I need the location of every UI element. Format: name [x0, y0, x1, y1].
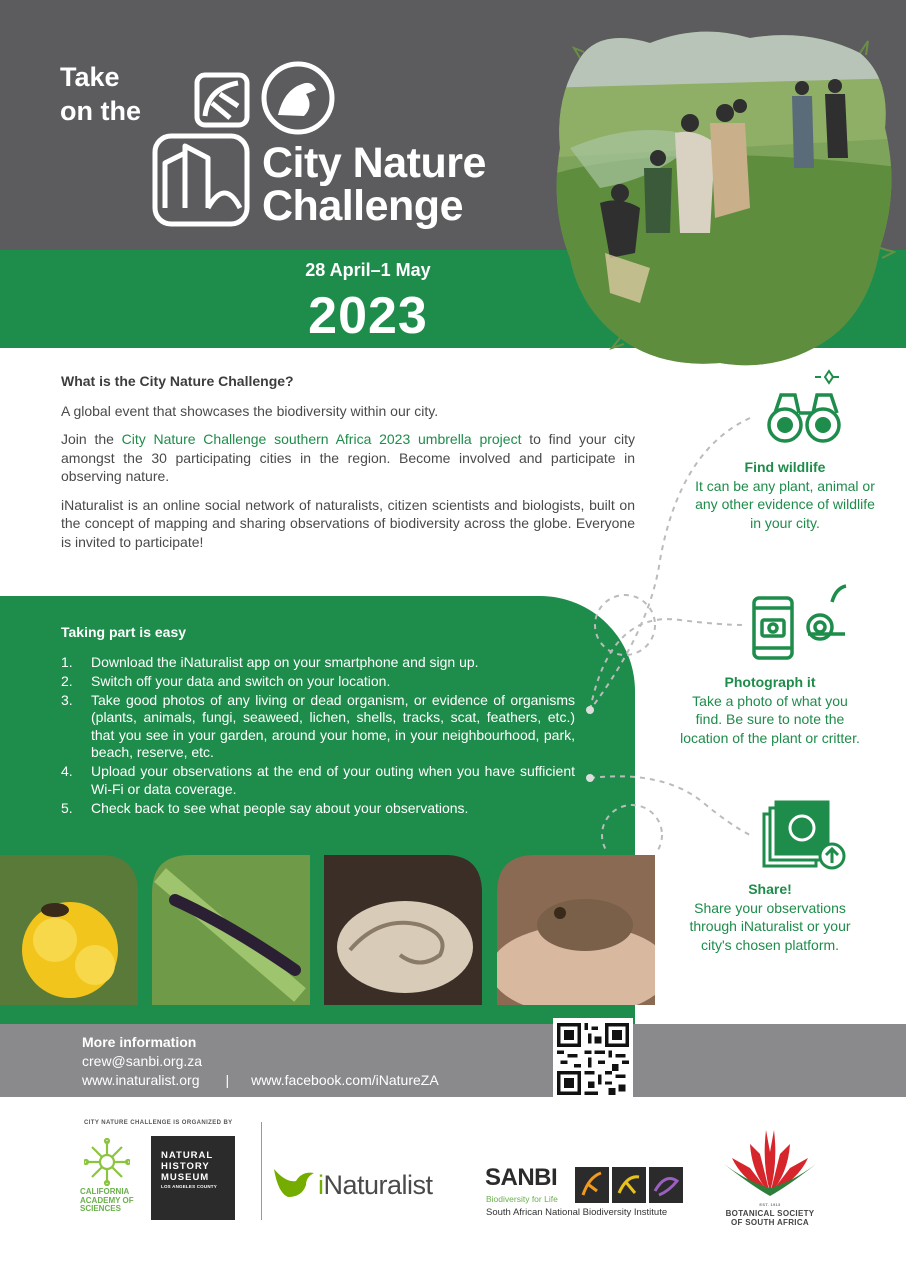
page-title: City Nature Challenge	[262, 139, 486, 230]
share-heading: Share!	[748, 881, 792, 897]
snail-shell-photo	[324, 855, 482, 1005]
phone-camera-icon	[750, 582, 850, 662]
caterpillar-photo	[152, 855, 310, 1005]
inaturalist-website-link[interactable]: www.inaturalist.org	[82, 1072, 200, 1088]
flower-with-fly-photo	[0, 855, 138, 1005]
list-item: 4. Upload your observations at the end of your outing when you have sufficient Wi-Fi or data coverage.	[61, 763, 575, 797]
share-text: Share your observations through iNaturalist or your city's chosen platform.	[689, 899, 851, 953]
umbrella-project-link[interactable]: City Nature Challenge southern Africa 2023 umbrella project	[121, 431, 522, 447]
find-wildlife-text: It can be any plant, animal or any other evidence of wildlife in your city.	[695, 477, 875, 531]
steps-list	[61, 654, 575, 818]
photograph-it-text: Take a photo of what you find. Be sure to note the location of the plant or critter.	[680, 692, 860, 746]
sanbi-full-name: South African National Biodiversity Institute	[486, 1207, 668, 1218]
inaturalist-bird-logo-icon	[272, 1165, 316, 1201]
share-upload-icon	[760, 800, 850, 872]
sanbi-emblems-icon	[575, 1167, 685, 1203]
natural-history-museum-logo: NATURAL HISTORY MUSEUM LOS ANGELES COUNTY	[151, 1136, 235, 1220]
organized-by-label: CITY NATURE CHALLENGE IS ORGANIZED BY	[84, 1120, 233, 1126]
more-information	[82, 1033, 439, 1090]
qr-code-icon	[557, 1022, 629, 1096]
footer-divider	[261, 1122, 262, 1220]
dashed-connector-decoration	[580, 410, 760, 850]
take-on-the-text: Take on the	[60, 62, 141, 126]
intro-paragraph-3: iNaturalist is an online social network of naturalists, citizen scientists and biologists, built on the concept of mapping and sharing observations of biodiversity across the globe. Everyone is invited to participate!	[61, 496, 635, 550]
steps-section	[61, 624, 575, 819]
intro-section	[61, 372, 635, 561]
qr-code[interactable]	[553, 1018, 633, 1100]
event-year: 2023	[308, 287, 428, 345]
link-separator: |	[225, 1072, 230, 1088]
list-item: 3. Take good photos of any living or dead organism, or evidence of organisms (plants, animals, fungi, seaweed, lichen, shells, tracks, scat, feathers, etc.) that you see in your garden, around your home, in your neighbourhood, park, beach, reserve, etc.	[61, 691, 575, 760]
intro-paragraph-2: Join the City Nature Challenge southern Africa 2023 umbrella project to find your city amongst the 30 participating cities in the region. Become involved and participate in observing nature.	[61, 431, 635, 484]
binoculars-icon	[765, 365, 847, 447]
nature-photos-row	[0, 855, 660, 1005]
city-nature-challenge-logo-icon	[150, 58, 260, 228]
bird-icon	[260, 60, 336, 136]
event-dates: 28 April–1 May	[305, 260, 431, 280]
protea-flower-logo-icon	[722, 1124, 818, 1198]
find-wildlife-heading: Find wildlife	[744, 459, 826, 475]
list-item: 1. Download the iNaturalist app on your smartphone and sign up.	[61, 653, 479, 670]
intro-heading: What is the City Nature Challenge?	[61, 373, 294, 389]
california-academy-of-sciences-logo-icon	[84, 1138, 130, 1186]
contact-email[interactable]: crew@sanbi.org.za	[82, 1053, 203, 1069]
sanbi-logo: SANBI	[485, 1164, 558, 1191]
california-academy-of-sciences-logo: CALIFORNIA ACADEMY OF SCIENCES	[80, 1187, 134, 1213]
inaturalist-logo: iNaturalist	[318, 1170, 433, 1200]
more-info-heading: More information	[82, 1034, 197, 1050]
facebook-link[interactable]: www.facebook.com/iNatureZA	[251, 1072, 439, 1088]
steps-heading: Taking part is easy	[61, 624, 187, 640]
frog-on-hand-photo	[490, 855, 660, 1005]
sanbi-tagline: Biodiversity for Life	[486, 1194, 558, 1204]
share-block	[680, 880, 860, 954]
photograph-it-heading: Photograph it	[724, 674, 816, 690]
list-item: 2. Switch off your data and switch on your location.	[61, 672, 391, 689]
botanical-society-logo: EST. 1913 BOTANICAL SOCIETY OF SOUTH AFRICA	[725, 1202, 815, 1227]
list-item: 5. Check back to see what people say about your observations.	[61, 799, 469, 816]
intro-paragraph-1: A global event that showcases the biodiversity within our city.	[61, 402, 439, 419]
